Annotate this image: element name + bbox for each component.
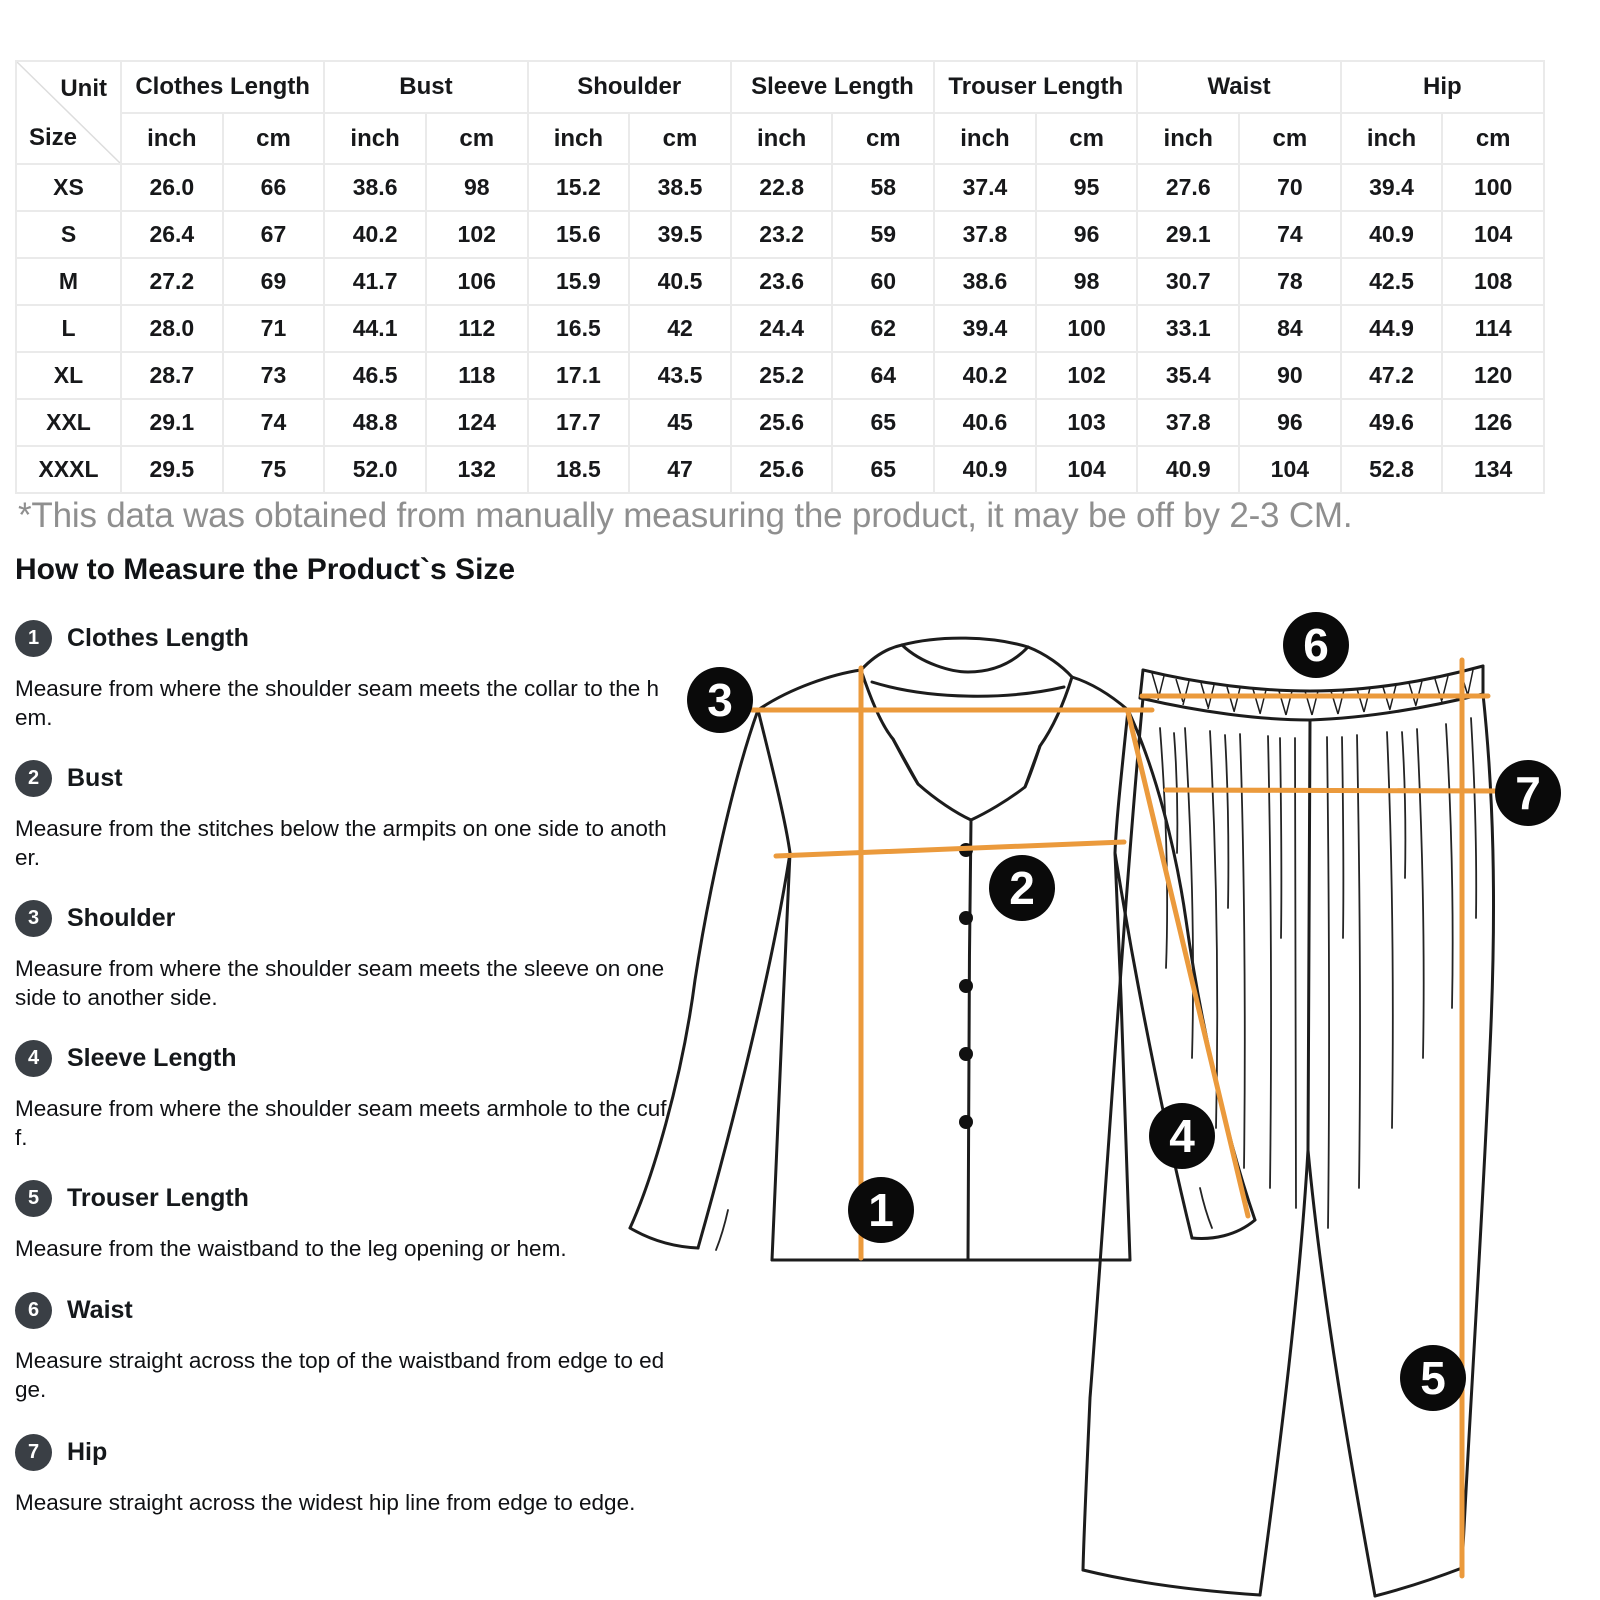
measure-item-description: Measure from where the shoulder seam meets armhole to the cuff. [15,1096,667,1150]
size-cell: 38.6 [934,258,1036,305]
size-cell: 132 [426,446,528,493]
size-cell: 33.1 [1137,305,1239,352]
unit-header-cm: cm [1239,113,1341,164]
column-group-sleeve-length: Sleeve Length [731,61,934,113]
unit-header-inch: inch [324,113,426,164]
marker-trouser-length [1400,1345,1466,1411]
size-cell: 74 [1239,211,1341,258]
pajama-pants-drawing [1083,666,1494,1596]
size-cell: 126 [1442,399,1544,446]
hip-measure-line [1166,790,1502,791]
column-group-clothes-length: Clothes Length [121,61,324,113]
column-group-shoulder: Shoulder [528,61,731,113]
size-cell: 60 [832,258,934,305]
size-cell: 74 [223,399,325,446]
size-cell: 40.2 [934,352,1036,399]
size-cell: 52.0 [324,446,426,493]
unit-header-inch: inch [1341,113,1443,164]
size-cell: 43.5 [629,352,731,399]
size-cell: 15.2 [528,164,630,211]
size-cell: 38.5 [629,164,731,211]
table-unit-header-row [16,113,1544,164]
measure-item-label: Clothes Length [67,624,249,652]
size-cell: 24.4 [731,305,833,352]
size-cell: 98 [426,164,528,211]
size-cell: 17.1 [528,352,630,399]
number-badge: 6 [15,1292,52,1329]
svg-text:3: 3 [707,674,733,726]
size-cell: 52.8 [1341,446,1443,493]
size-cell: 67 [223,211,325,258]
svg-text:5: 5 [1420,1352,1446,1404]
corner-unit-label: Unit [60,75,107,102]
size-cell: 102 [1036,352,1138,399]
size-cell: 104 [1036,446,1138,493]
unit-header-inch: inch [934,113,1036,164]
measure-item-trouser-length [15,1180,670,1263]
size-cell: 84 [1239,305,1341,352]
size-cell: 65 [832,446,934,493]
size-cell: 37.4 [934,164,1036,211]
size-cell: 62 [832,305,934,352]
size-cell: 96 [1239,399,1341,446]
size-cell: 58 [832,164,934,211]
svg-text:1: 1 [868,1184,894,1236]
size-cell: 18.5 [528,446,630,493]
size-cell: 114 [1442,305,1544,352]
measure-item-description: Measure from where the shoulder seam meets the sleeve on one side to another side. [15,956,665,1010]
column-group-bust: Bust [324,61,527,113]
size-cell: 118 [426,352,528,399]
svg-text:2: 2 [1009,862,1035,914]
size-cell: 17.7 [528,399,630,446]
size-cell: 59 [832,211,934,258]
size-cell: 26.0 [121,164,223,211]
size-cell: 37.8 [1137,399,1239,446]
size-cell: 25.6 [731,446,833,493]
measurement-diagram [600,588,1600,1600]
measure-item-sleeve-length [15,1040,670,1152]
corner-size-label: Size [29,124,78,151]
size-cell: 40.9 [934,446,1036,493]
size-cell: 71 [223,305,325,352]
number-badge: 4 [15,1040,52,1077]
column-group-trouser-length: Trouser Length [934,61,1137,113]
size-cell: 41.7 [324,258,426,305]
unit-header-cm: cm [832,113,934,164]
column-group-hip: Hip [1341,61,1544,113]
size-cell: 42 [629,305,731,352]
size-cell: 15.9 [528,258,630,305]
table-row-xl [16,352,1544,399]
size-cell: 100 [1036,305,1138,352]
svg-text:4: 4 [1169,1110,1195,1162]
unit-header-cm: cm [426,113,528,164]
size-cell: 70 [1239,164,1341,211]
marker-shoulder [687,667,753,733]
size-label: M [16,258,121,305]
table-row-s [16,211,1544,258]
column-group-waist: Waist [1137,61,1340,113]
size-cell: 37.8 [934,211,1036,258]
measure-item-hip [15,1434,670,1517]
measure-item-label: Shoulder [67,904,176,932]
table-row-xxxl [16,446,1544,493]
size-cell: 100 [1442,164,1544,211]
unit-header-inch: inch [731,113,833,164]
size-cell: 106 [426,258,528,305]
size-cell: 65 [832,399,934,446]
size-cell: 69 [223,258,325,305]
measure-item-description: Measure from the stitches below the armpits on one side to another. [15,816,667,870]
unit-header-inch: inch [1137,113,1239,164]
size-cell: 27.2 [121,258,223,305]
measure-item-waist [15,1292,670,1404]
number-badge: 7 [15,1434,52,1471]
number-badge: 5 [15,1180,52,1217]
size-cell: 23.2 [731,211,833,258]
unit-header-cm: cm [1036,113,1138,164]
number-badge: 2 [15,760,52,797]
size-cell: 38.6 [324,164,426,211]
marker-clothes-length [848,1177,914,1243]
table-row-xs [16,164,1544,211]
marker-hip [1495,760,1561,826]
size-label: L [16,305,121,352]
size-cell: 28.7 [121,352,223,399]
unit-header-cm: cm [1442,113,1544,164]
size-cell: 134 [1442,446,1544,493]
size-cell: 26.4 [121,211,223,258]
size-cell: 40.9 [1137,446,1239,493]
size-cell: 25.2 [731,352,833,399]
measure-item-label: Hip [67,1438,108,1466]
size-cell: 120 [1442,352,1544,399]
size-cell: 44.9 [1341,305,1443,352]
size-cell: 29.1 [121,399,223,446]
measure-item-label: Sleeve Length [67,1044,237,1072]
size-cell: 64 [832,352,934,399]
size-cell: 40.5 [629,258,731,305]
size-cell: 104 [1239,446,1341,493]
measure-item-label: Trouser Length [67,1184,249,1212]
measure-item-description: Measure from where the shoulder seam meets the collar to the hem. [15,676,660,730]
size-cell: 35.4 [1137,352,1239,399]
measure-item-description: Measure from the waistband to the leg opening or hem. [15,1236,567,1261]
table-row-xxl [16,399,1544,446]
size-cell: 39.5 [629,211,731,258]
measure-item-label: Bust [67,764,123,792]
measurement-disclaimer: *This data was obtained from manually measuring the product, it may be off by 2-3 CM. [18,496,1353,535]
size-cell: 29.5 [121,446,223,493]
unit-header-cm: cm [629,113,731,164]
size-cell: 48.8 [324,399,426,446]
size-cell: 45 [629,399,731,446]
size-cell: 22.8 [731,164,833,211]
size-cell: 40.6 [934,399,1036,446]
marker-bust [989,855,1055,921]
number-badge: 3 [15,900,52,937]
marker-sleeve-length [1149,1103,1215,1169]
unit-size-corner-cell [16,61,121,164]
measure-item-label: Waist [67,1296,133,1324]
size-cell: 49.6 [1341,399,1443,446]
size-cell: 27.6 [1137,164,1239,211]
size-cell: 40.2 [324,211,426,258]
size-label: XXXL [16,446,121,493]
size-cell: 40.9 [1341,211,1443,258]
size-cell: 29.1 [1137,211,1239,258]
size-cell: 16.5 [528,305,630,352]
size-cell: 47.2 [1341,352,1443,399]
table-row-m [16,258,1544,305]
size-cell: 66 [223,164,325,211]
marker-waist [1283,612,1349,678]
measure-item-bust [15,760,670,872]
size-cell: 39.4 [934,305,1036,352]
unit-header-cm: cm [223,113,325,164]
size-cell: 73 [223,352,325,399]
size-cell: 102 [426,211,528,258]
size-label: S [16,211,121,258]
size-cell: 108 [1442,258,1544,305]
size-cell: 75 [223,446,325,493]
size-cell: 78 [1239,258,1341,305]
size-cell: 104 [1442,211,1544,258]
how-to-measure-title: How to Measure the Product`s Size [15,553,516,586]
size-cell: 39.4 [1341,164,1443,211]
size-cell: 46.5 [324,352,426,399]
svg-text:7: 7 [1515,767,1541,819]
size-cell: 15.6 [528,211,630,258]
unit-header-inch: inch [121,113,223,164]
size-cell: 95 [1036,164,1138,211]
size-cell: 23.6 [731,258,833,305]
measure-item-shoulder [15,900,670,1012]
size-cell: 112 [426,305,528,352]
size-cell: 44.1 [324,305,426,352]
size-cell: 47 [629,446,731,493]
size-cell: 25.6 [731,399,833,446]
measure-item-clothes-length [15,620,670,732]
size-label: XXL [16,399,121,446]
measure-item-description: Measure straight across the top of the waistband from edge to edge. [15,1348,665,1402]
number-badge: 1 [15,620,52,657]
size-cell: 28.0 [121,305,223,352]
size-cell: 90 [1239,352,1341,399]
table-row-l [16,305,1544,352]
size-cell: 96 [1036,211,1138,258]
table-group-header-row [16,61,1544,113]
size-cell: 30.7 [1137,258,1239,305]
measure-item-description: Measure straight across the widest hip line from edge to edge. [15,1490,636,1515]
size-chart-table [15,60,1545,494]
size-cell: 103 [1036,399,1138,446]
size-label: XL [16,352,121,399]
size-cell: 98 [1036,258,1138,305]
size-cell: 42.5 [1341,258,1443,305]
svg-text:6: 6 [1303,619,1329,671]
bust-measure-line [776,842,1124,856]
size-label: XS [16,164,121,211]
unit-header-inch: inch [528,113,630,164]
size-cell: 124 [426,399,528,446]
